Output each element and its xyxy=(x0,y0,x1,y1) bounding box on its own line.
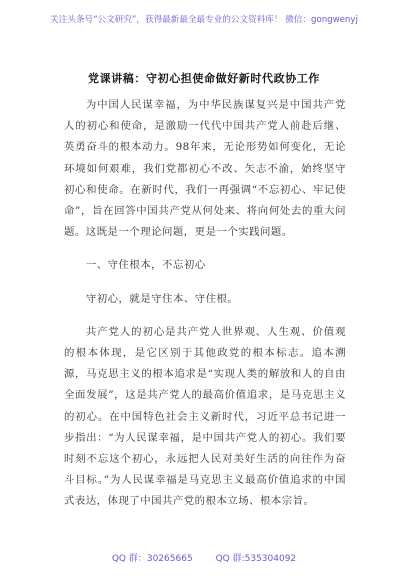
paragraph-body: 共产党人的初心是共产党人世界观、人生观、价值观的根本体现，是它区别于其他政党的根本标志。追本溯源，马克思主义的根本追求是“实现人类的解放和人的自由全面发展”，这是共产党人的最高价值追求，是马克思主义的初心。在中国特色社会主义新时代，习近平总书记进一步指出：“为人民谋幸福，是中国共产党人的初心。我们要时刻不忘这个初心，永远把人民对美好生活的向往作为奋斗目标。”为人民谋幸福是马克思主义最高价值追求的中国式表达，体现了中国共产党的根本立场、根本宗旨。 xyxy=(64,325,346,508)
document-body xyxy=(64,95,346,513)
paragraph-lead: 守初心，就是守住本、守住根。 xyxy=(85,292,239,305)
footer-qq-group-2: QQ 群:535304092 xyxy=(215,554,297,564)
footer-qq-group-1: QQ 群：30265665 xyxy=(111,554,193,564)
header-promo-note: 关注头条号“公文研究”，获得最新最全最专业的公文资料库！ 微信：gongwenyj xyxy=(50,15,358,25)
footer-contacts xyxy=(0,551,408,564)
page-title: 党课讲稿：守初心担使命做好新时代政协工作 xyxy=(88,72,320,85)
section-heading: 一、守住根本，不忘初心 xyxy=(85,259,206,272)
paragraph-intro: 为中国人民谋幸福，为中华民族谋复兴是中国共产党人的初心和使命，是激励一代代中国共产党人前赴后继、英勇奋斗的根本动力。98年来，无论形势如何变化，无论环境如何艰难，我们党都初心不改、矢志不渝，始终坚守初心和使命。在新时代，我们一再强调“不忘初心、牢记使命”，旨在回答中国共产党从何处来、将向何处去的重大问题。这既是一个理论问题，更是一个实践问题。 xyxy=(64,99,346,239)
